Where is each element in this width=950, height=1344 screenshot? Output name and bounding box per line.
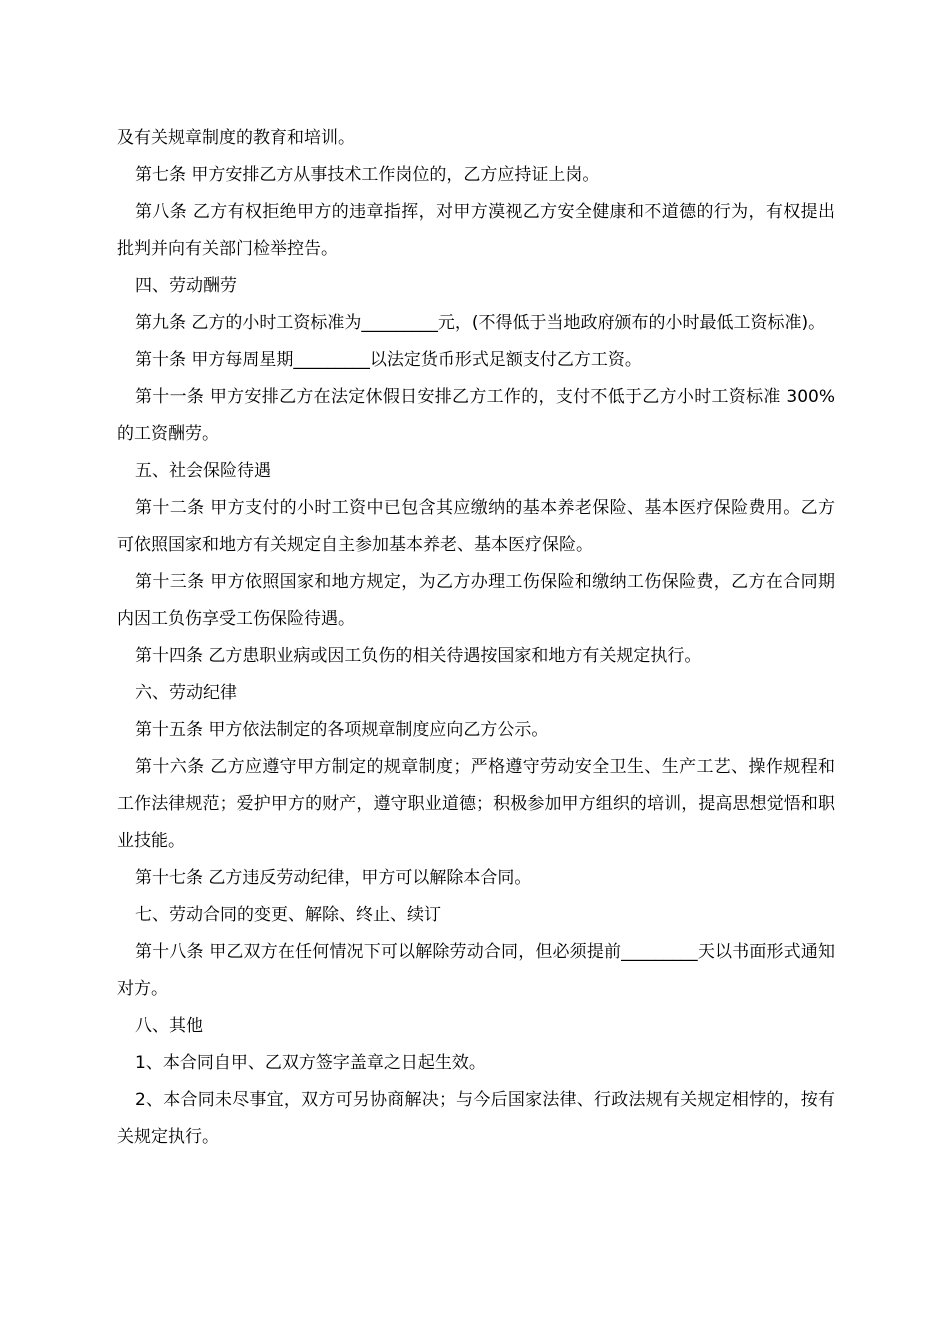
article-11: 第十一条 甲方安排乙方在法定休假日安排乙方工作的，支付不低于乙方小时工资标准 300%的工资酬劳。 (117, 387, 835, 444)
article-12: 第十二条 甲方支付的小时工资中已包含其应缴纳的基本养老保险、基本医疗保险费用。乙方可依照国家和地方有关规定自主参加基本养老、基本医疗保险。 (117, 498, 835, 555)
other-item-1: 1、本合同自甲、乙双方签字盖章之日起生效。 (135, 1053, 486, 1073)
article-15: 第十五条 甲方依法制定的各项规章制度应向乙方公示。 (135, 720, 549, 740)
section-heading-discipline: 六、劳动纪律 (135, 683, 237, 703)
article-16: 第十六条 乙方应遵守甲方制定的规章制度；严格遵守劳动安全卫生、生产工艺、操作规程和工作法律规范；爱护甲方的财产，遵守职业道德；积极参加甲方组织的培训，提高思想觉悟和职业技能。 (117, 757, 835, 851)
section-heading-other: 八、其他 (135, 1016, 203, 1036)
article-13: 第十三条 甲方依照国家和地方规定，为乙方办理工伤保险和缴纳工伤保险费，乙方在合同期内因工负伤享受工伤保险待遇。 (117, 572, 835, 629)
section-heading-social-insurance: 五、社会保险待遇 (135, 461, 271, 481)
article-14: 第十四条 乙方患职业病或因工负伤的相关待遇按国家和地方有关规定执行。 (135, 646, 702, 666)
article-8: 第八条 乙方有权拒绝甲方的违章指挥，对甲方漠视乙方安全健康和不道德的行为，有权提出批判并向有关部门检举控告。 (117, 202, 835, 259)
article-7: 第七条 甲方安排乙方从事技术工作岗位的，乙方应持证上岗。 (135, 165, 600, 185)
paragraph: 及有关规章制度的教育和培训。 (117, 128, 355, 148)
document-page (117, 120, 835, 1156)
article-18: 第十八条 甲乙双方在任何情况下可以解除劳动合同，但必须提前_________天以书面形式通知对方。 (117, 942, 835, 999)
article-9: 第九条 乙方的小时工资标准为_________元，(不得低于当地政府颁布的小时最低工资标准)。 (135, 313, 826, 333)
section-heading-contract-changes: 七、劳动合同的变更、解除、终止、续订 (135, 905, 441, 925)
article-17: 第十七条 乙方违反劳动纪律，甲方可以解除本合同。 (135, 868, 532, 888)
section-heading-remuneration: 四、劳动酬劳 (135, 276, 237, 296)
other-item-2: 2、本合同未尽事宜，双方可另协商解决；与今后国家法律、行政法规有关规定相悖的，按有关规定执行。 (117, 1090, 835, 1147)
article-10: 第十条 甲方每周星期_________以法定货币形式足额支付乙方工资。 (135, 350, 642, 370)
